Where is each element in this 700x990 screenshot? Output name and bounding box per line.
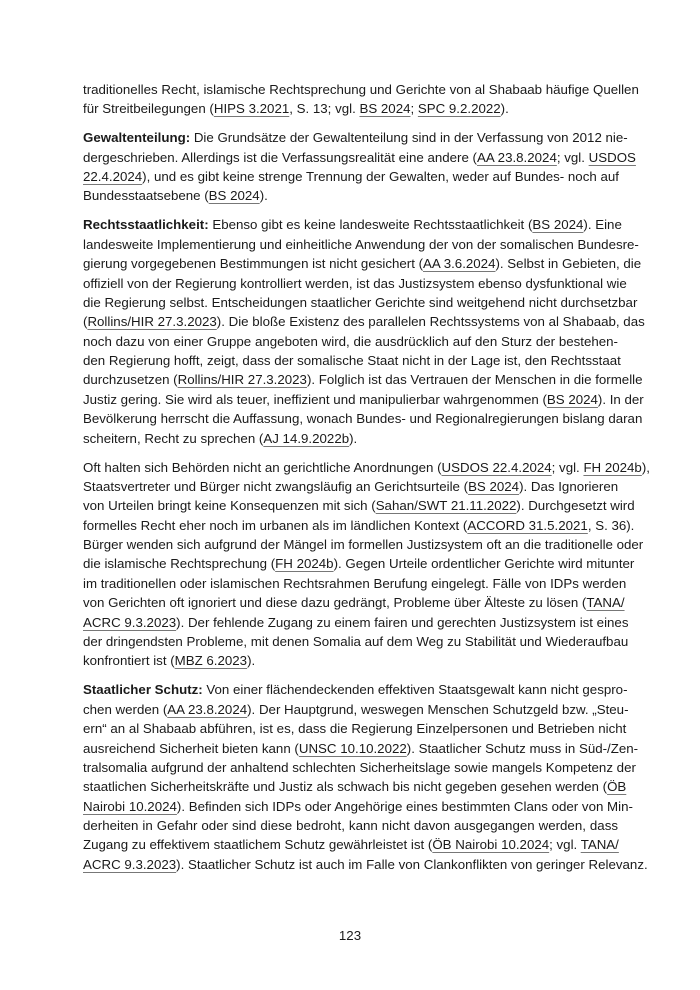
citation-link[interactable]: BS 2024 bbox=[359, 101, 411, 117]
paragraph bbox=[83, 215, 645, 448]
citation-link[interactable]: BS 2024 bbox=[532, 217, 584, 233]
body-text: ). Staatlicher Schutz muss in Süd-/Zen- bbox=[406, 740, 639, 756]
body-text: ). Befinden sich IDPs oder Angehörige eines bestimmten Clans oder von Min- bbox=[176, 798, 633, 814]
text-line bbox=[83, 215, 622, 234]
body-text: Justiz gering. Sie wird als teuer, ineffizient und manipulierbar wahrgenommen ( bbox=[83, 391, 547, 407]
text-line bbox=[83, 128, 628, 147]
text-line bbox=[83, 535, 644, 554]
body-text: ). Folglich ist das Vertrauen der Menschen in die formelle bbox=[306, 372, 643, 388]
body-text: gierung vorgegebenen Bestimmungen ist nicht gesichert ( bbox=[83, 256, 424, 272]
text-line bbox=[83, 632, 629, 651]
body-text: ). Eine bbox=[583, 217, 622, 233]
citation-link[interactable]: BS 2024 bbox=[208, 188, 260, 204]
body-text: im traditionellen oder islamischen Rechtsrahmen Berufung eingelegt. Fälle von IDPs werden bbox=[83, 575, 627, 591]
body-text: durchzusetzen ( bbox=[83, 372, 178, 388]
citation-link[interactable]: TANA/ bbox=[586, 595, 625, 611]
citation-link[interactable]: AA 23.8.2024 bbox=[167, 701, 248, 717]
body-text: Oft halten sich Behörden nicht an gerichtliche Anordnungen ( bbox=[83, 459, 442, 475]
body-text: die Regierung selbst. Entscheidungen staatlicher Gerichte sind weitgehend nicht durchsetzbar bbox=[83, 294, 638, 310]
text-line bbox=[83, 739, 639, 758]
body-text: Von einer flächendeckenden effektiven Staatsgewalt kann nicht gespro- bbox=[202, 682, 628, 698]
text-line bbox=[83, 816, 618, 835]
body-text: von Urteilen bringt keine Konsequenzen mit sich ( bbox=[83, 498, 376, 514]
body-text: ), und es gibt keine strenge Trennung der Gewalten, weder auf Bundes- noch auf bbox=[142, 169, 619, 185]
citation-link[interactable]: AA 23.8.2024 bbox=[476, 149, 557, 165]
citation-link[interactable]: UNSC 10.10.2022 bbox=[298, 740, 407, 756]
body-text: ; vgl. bbox=[556, 149, 589, 165]
body-text: ern“ an al Shabaab abführen, ist es, dass die Regierung Einzelpersonen und Betrieben nicht bbox=[83, 721, 627, 737]
citation-link[interactable]: Rollins/HIR 27.3.2023 bbox=[177, 372, 307, 388]
text-line bbox=[83, 593, 625, 612]
paragraph bbox=[83, 80, 639, 119]
document-body bbox=[83, 80, 650, 884]
citation-link[interactable]: ÖB bbox=[607, 779, 627, 795]
citation-link[interactable]: AA 3.6.2024 bbox=[423, 256, 496, 272]
text-line bbox=[83, 293, 638, 312]
body-text: Bürger wenden sich aufgrund der Mängel im formellen Justizsystem oft an die traditionelle oder bbox=[83, 537, 644, 553]
text-line bbox=[83, 167, 618, 186]
body-text: ; vgl. bbox=[551, 459, 584, 475]
body-text: Bevölkerung herrscht die Auffassung, wonach Bundes- und Regionalregierungen bislang daran bbox=[83, 411, 643, 427]
text-line bbox=[83, 719, 627, 738]
citation-link[interactable]: SPC 9.2.2022 bbox=[417, 101, 501, 117]
citation-link[interactable]: USDOS bbox=[588, 149, 636, 165]
body-text: ). Der Hauptgrund, weswegen Menschen Schutzgeld bzw. „Steu- bbox=[247, 701, 629, 717]
body-text: ). Durchgesetzt wird bbox=[516, 498, 635, 514]
body-text: tralsomalia aufgrund der anhaltend schlechten Sicherheitslage sowie mangels Kompetenz der bbox=[83, 759, 636, 775]
body-text: ), bbox=[641, 459, 650, 475]
body-text: ausreichend Sicherheit bieten kann ( bbox=[83, 740, 299, 756]
text-line bbox=[83, 554, 635, 573]
body-text: ). Der fehlende Zugang zu einem fairen und gerechten Justizsystem ist eines bbox=[176, 614, 629, 630]
body-text: ). Gegen Urteile ordentlicher Gerichte wird mitunter bbox=[333, 556, 635, 572]
text-line bbox=[83, 429, 618, 448]
text-line bbox=[83, 477, 618, 496]
body-text: , S. 13; vgl. bbox=[289, 101, 360, 117]
body-text: ). bbox=[349, 430, 358, 446]
citation-link[interactable]: Nairobi 10.2024 bbox=[83, 798, 177, 814]
body-text: ). Die bloße Existenz des parallelen Rechtssystems von al Shabaab, das bbox=[216, 314, 645, 330]
body-text: den Regierung hofft, zeigt, dass der somalische Staat nicht in der Lage ist, den Rechtsstaat bbox=[83, 353, 621, 369]
citation-link[interactable]: AJ 14.9.2022b bbox=[263, 430, 350, 446]
text-line bbox=[83, 613, 629, 632]
citation-link[interactable]: ACCORD 31.5.2021 bbox=[467, 517, 588, 533]
body-text: von Gerichten oft ignoriert und diese dazu gedrängt, Probleme über Älteste zu lösen ( bbox=[83, 595, 587, 611]
text-line bbox=[83, 855, 648, 874]
body-text: formelles Recht eher noch im urbanen als im ländlichen Kontext ( bbox=[83, 517, 468, 533]
body-text: die islamische Rechtsprechung ( bbox=[83, 556, 276, 572]
citation-link[interactable]: HIPS 3.2021 bbox=[213, 101, 290, 117]
section-heading: Gewaltenteilung: bbox=[83, 130, 191, 146]
text-line bbox=[83, 390, 644, 409]
text-line bbox=[83, 777, 627, 796]
body-text: ). bbox=[500, 101, 509, 117]
body-text: für Streitbeilegungen ( bbox=[83, 101, 214, 117]
body-text: dergeschrieben. Allerdings ist die Verfassungsrealität eine andere ( bbox=[83, 149, 477, 165]
body-text: Ebenso gibt es keine landesweite Rechtsstaatlichkeit ( bbox=[208, 217, 533, 233]
citation-link[interactable]: Sahan/SWT 21.11.2022 bbox=[375, 498, 517, 514]
body-text: ; vgl. bbox=[549, 837, 581, 853]
citation-link[interactable]: Rollins/HIR 27.3.2023 bbox=[87, 314, 217, 330]
page-number: 123 bbox=[338, 928, 362, 943]
text-line bbox=[83, 700, 629, 719]
text-line bbox=[83, 235, 639, 254]
text-line bbox=[83, 651, 618, 670]
text-line bbox=[83, 332, 618, 351]
body-text: ). bbox=[247, 653, 256, 669]
citation-link[interactable]: ÖB Nairobi 10.2024 bbox=[432, 837, 550, 853]
paragraph bbox=[83, 128, 636, 206]
paragraph bbox=[83, 680, 648, 874]
citation-link[interactable]: ACRC 9.3.2023 bbox=[83, 856, 177, 872]
citation-link[interactable]: MBZ 6.2023 bbox=[174, 653, 248, 669]
text-line bbox=[83, 80, 639, 99]
body-text: ). In der bbox=[597, 391, 644, 407]
body-text: ; bbox=[410, 101, 418, 117]
body-text: staatlichen Sicherheitskräfte und Justiz als schwach bis nicht gegeben gesehen werden ( bbox=[83, 779, 608, 795]
paragraph bbox=[83, 458, 650, 671]
body-text: ). Das Ignorieren bbox=[519, 478, 619, 494]
body-text: offiziell von der Regierung kontrolliert werden, ist das Justizsystem ebenso dysfunktional wie bbox=[83, 275, 627, 291]
text-line bbox=[83, 680, 628, 699]
citation-link[interactable]: FH 2024b bbox=[275, 556, 334, 572]
body-text: Zugang zu effektivem staatlichem Schutz gewährleistet ist ( bbox=[83, 837, 433, 853]
citation-link[interactable]: 22.4.2024 bbox=[83, 169, 143, 185]
text-line bbox=[83, 351, 621, 370]
text-line bbox=[83, 496, 635, 515]
body-text: chen werden ( bbox=[83, 701, 168, 717]
section-heading: Rechtsstaatlichkeit: bbox=[83, 217, 209, 233]
body-text: ). Staatlicher Schutz ist auch im Falle von Clankonflikten von geringer Relevanz. bbox=[176, 856, 648, 872]
text-line bbox=[83, 148, 636, 167]
text-line bbox=[83, 516, 635, 535]
body-text: ( bbox=[83, 314, 88, 330]
body-text: konfrontiert ist ( bbox=[83, 653, 175, 669]
text-line bbox=[83, 312, 645, 331]
text-line bbox=[83, 370, 643, 389]
citation-link[interactable]: ACRC 9.3.2023 bbox=[83, 614, 177, 630]
text-line bbox=[83, 254, 642, 273]
text-line bbox=[83, 458, 650, 477]
body-text: ). bbox=[259, 188, 268, 204]
body-text: ). Selbst in Gebieten, die bbox=[495, 256, 642, 272]
body-text: noch dazu von einer Gruppe angeboten wird, die ausdrücklich auf den Sturz der bestehen- bbox=[83, 333, 618, 349]
text-line bbox=[83, 574, 627, 593]
body-text: derheiten in Gefahr oder sind diese bedroht, kann nicht davon ausgegangen werden, dass bbox=[83, 818, 618, 834]
text-line bbox=[83, 186, 618, 205]
body-text: landesweite Implementierung und einheitliche Anwendung der von der somalischen Bundesre- bbox=[83, 236, 639, 252]
citation-link[interactable]: FH 2024b bbox=[583, 459, 642, 475]
citation-link[interactable]: USDOS 22.4.2024 bbox=[441, 459, 552, 475]
text-line bbox=[83, 797, 633, 816]
body-text: scheitern, Recht zu sprechen ( bbox=[83, 430, 264, 446]
text-line bbox=[83, 409, 643, 428]
section-heading: Staatlicher Schutz: bbox=[83, 682, 203, 698]
text-line bbox=[83, 274, 627, 293]
body-text: Die Grundsätze der Gewaltenteilung sind in der Verfassung von 2012 nie- bbox=[190, 130, 628, 146]
body-text: Bundesstaatsebene ( bbox=[83, 188, 209, 204]
body-text: der dringendsten Probleme, mit denen Somalia auf dem Weg zu Stabilität und Wiederaufbau bbox=[83, 634, 629, 650]
citation-link[interactable]: BS 2024 bbox=[546, 391, 598, 407]
citation-link[interactable]: TANA/ bbox=[580, 837, 619, 853]
citation-link[interactable]: BS 2024 bbox=[468, 478, 520, 494]
text-line bbox=[83, 758, 636, 777]
text-line bbox=[83, 99, 618, 118]
body-text: Staatsvertreter und Bürger nicht zwangsläufig an Gerichtsurteile ( bbox=[83, 478, 469, 494]
body-text: traditionelles Recht, islamische Rechtsprechung und Gerichte von al Shabaab häufige Quellen bbox=[83, 82, 639, 97]
text-line bbox=[83, 835, 618, 854]
body-text: , S. 36). bbox=[587, 517, 635, 533]
